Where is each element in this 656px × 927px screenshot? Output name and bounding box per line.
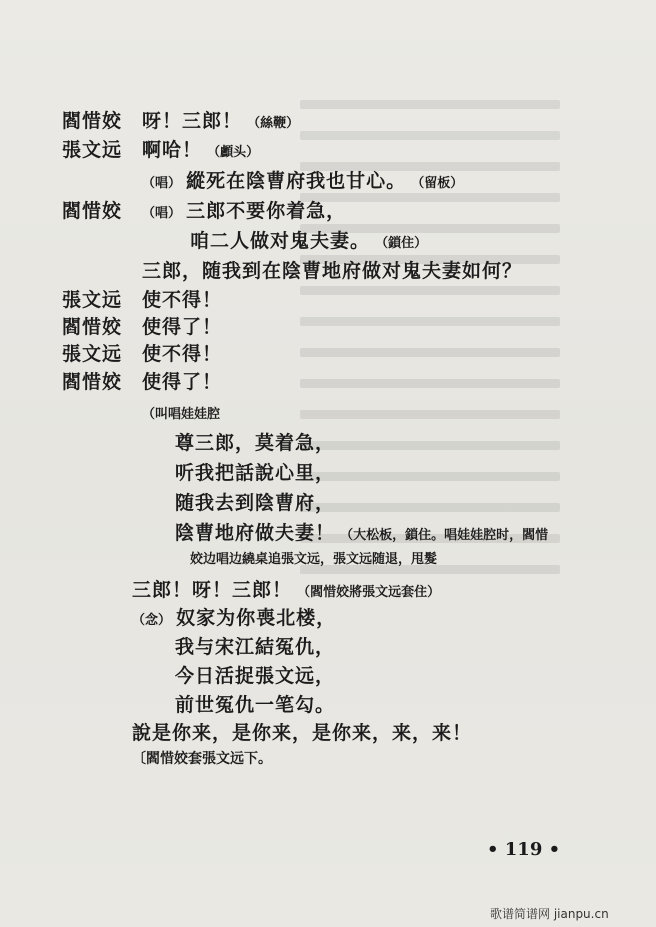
dialogue-line <box>132 575 440 602</box>
dialogue-text: 奴家为你喪北楼， <box>176 607 337 629</box>
dialogue-line <box>142 339 222 366</box>
dialogue-text: 三郎！呀！三郎！ <box>132 579 293 601</box>
dialogue-line <box>142 285 222 312</box>
dialogue-text: 縱死在陰曹府我也甘心。 <box>186 170 407 192</box>
dialogue-text: 陰曹地府做夫妻！ <box>175 522 336 544</box>
stage-direction: 姣边唱边繞桌追張文远，張文远随退，甩髮 <box>190 552 438 567</box>
recitation-line <box>132 603 336 630</box>
dialogue-text: 咱二人做对鬼夫妻。 <box>190 230 371 252</box>
stage-note: （絲鞭） <box>247 116 300 131</box>
song-line: 尊三郎，莫着急， <box>175 432 336 454</box>
dialogue-line <box>190 226 427 253</box>
dialogue-line <box>142 166 463 193</box>
stage-note: （顱头） <box>207 145 260 160</box>
dialogue-text: 啊哈！ <box>142 139 203 161</box>
speaker-label: 張文远 <box>62 139 123 161</box>
dialogue-text: 三郎，随我到在陰曹地府做对鬼夫妻如何？ <box>142 260 523 282</box>
page-number: • 119 • <box>487 839 561 860</box>
dialogue-text: 使不得！ <box>142 343 223 365</box>
dialogue-line <box>142 135 259 162</box>
stage-note: （閻惜姣將張文远套住） <box>297 585 441 600</box>
dialogue-line <box>142 106 299 133</box>
exit-direction: 〔閻惜姣套張文远下。 <box>132 751 272 767</box>
recite-marker: （念） <box>132 613 172 628</box>
recitation-line: 今日活捉張文远， <box>175 665 336 687</box>
song-line: 随我去到陰曹府， <box>175 492 336 514</box>
stage-note: （留板） <box>411 176 464 191</box>
sing-marker: （唱） <box>142 206 182 221</box>
dialogue-text: 使不得！ <box>142 289 223 311</box>
dialogue-text: 使得了！ <box>142 316 223 338</box>
dialogue-text: 使得了！ <box>142 371 223 393</box>
dialogue-line <box>142 312 222 339</box>
song-line <box>175 518 548 545</box>
dialogue-line <box>142 196 346 223</box>
dialogue-line <box>142 367 222 394</box>
recitation-line: 前世冤仇一笔勾。 <box>175 694 336 716</box>
sing-marker: （唱） <box>142 176 182 191</box>
speaker-label: 張文远 <box>62 289 123 311</box>
song-line: 听我把話說心里， <box>175 462 336 484</box>
speaker-label: 閻惜姣 <box>62 200 123 222</box>
site-watermark: 歌谱简谱网 jianpu.cn <box>490 907 609 921</box>
speaker-label: 閻惜姣 <box>62 110 123 132</box>
dialogue-text: 三郎不要你着急， <box>186 200 347 222</box>
speaker-label: 閻惜姣 <box>62 316 123 338</box>
dialogue-line <box>142 256 522 283</box>
stage-note: （大松板，鎖住。唱娃娃腔时，閻惜 <box>340 528 549 543</box>
stage-note: （鎖住） <box>375 236 428 251</box>
speaker-label: 閻惜姣 <box>62 371 123 393</box>
recitation-line: 我与宋江結冤仇， <box>175 636 336 658</box>
dialogue-line: 說是你来，是你来，是你来，来，来！ <box>132 722 473 744</box>
stage-direction: （叫唱娃娃腔 <box>142 407 221 422</box>
dialogue-text: 呀！三郎！ <box>142 110 243 132</box>
speaker-label: 張文远 <box>62 343 123 365</box>
